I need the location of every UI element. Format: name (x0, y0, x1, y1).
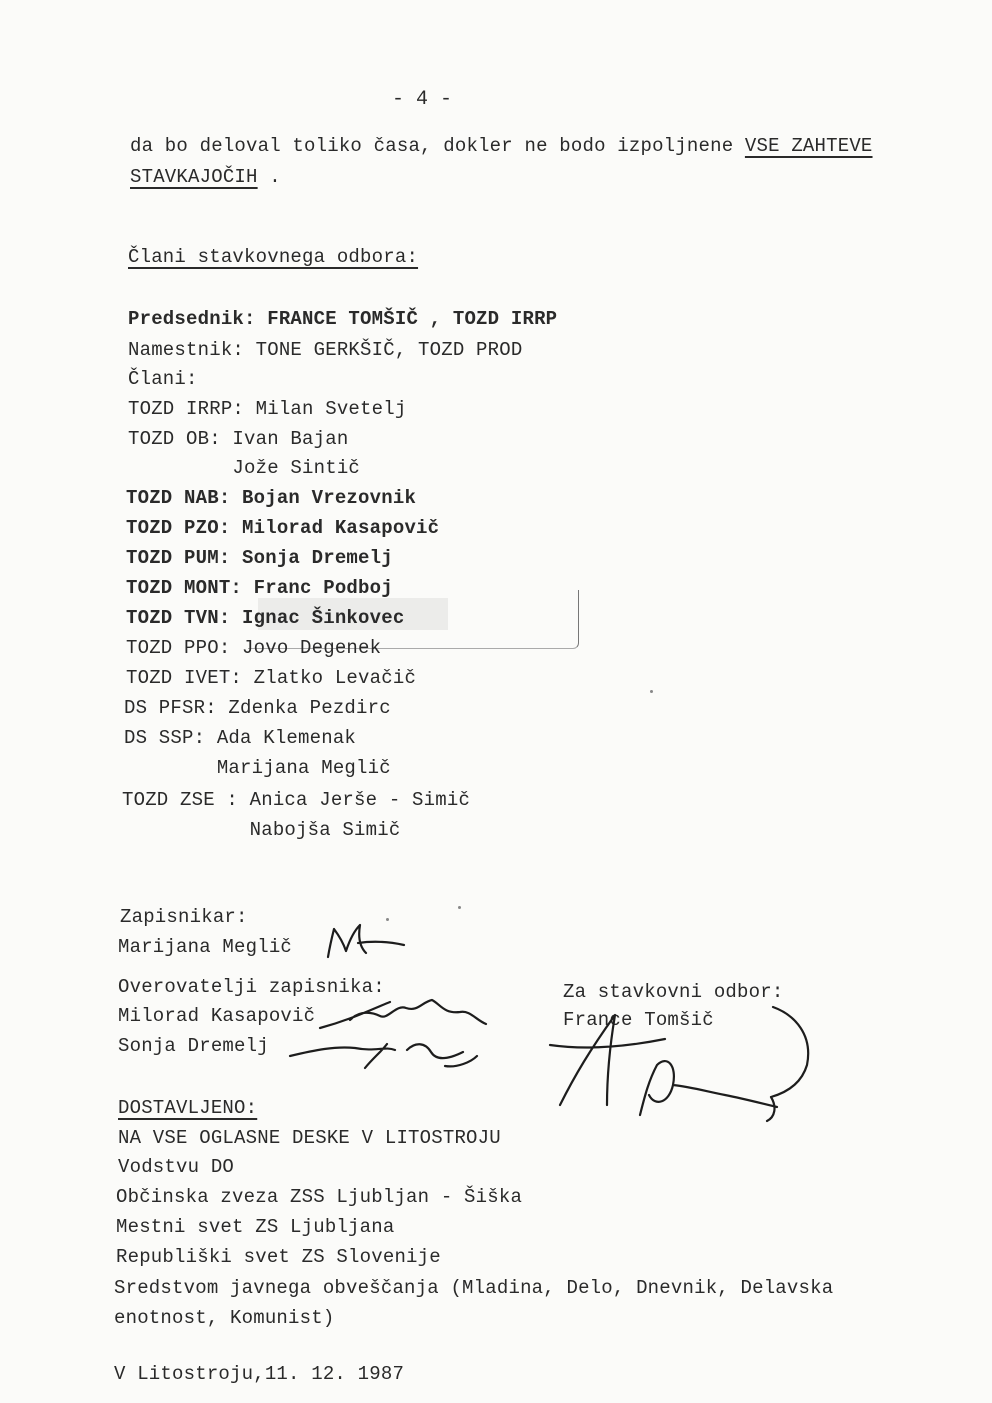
member-line: TOZD NAB: Bojan Vrezovnik (126, 487, 417, 509)
member-line: TOZD PPO: Jovo Degenek (126, 637, 382, 659)
member-line: Marijana Meglič (124, 757, 391, 779)
member-line: TOZD MONT: Franc Podboj (126, 577, 393, 599)
intro-demands-underlined: VSE ZAHTEVE (744, 135, 873, 157)
scan-speck (386, 918, 389, 921)
delivered-item: enotnost, Komunist) (114, 1307, 335, 1329)
member-line: TOZD PZO: Milorad Kasapovič (126, 517, 440, 539)
scan-speck (650, 690, 653, 693)
intro-line-1 (130, 134, 873, 158)
member-line: DS SSP: Ada Klemenak (124, 727, 357, 749)
committee-deputy: Namestnik: TONE GERKŠIČ, TOZD PROD (128, 339, 523, 361)
verifiers-label: Overovatelji zapisnika: (118, 976, 385, 998)
member-line: TOZD IVET: Zlatko Levačič (126, 667, 417, 689)
verifier-name: Sonja Dremelj (118, 1035, 269, 1057)
intro-tail: . (257, 166, 281, 188)
page-number: - 4 - (392, 88, 453, 111)
committee-president: Predsednik: FRANCE TOMŠIČ , TOZD IRRP (128, 308, 558, 330)
member-line: Nabojša Simič (122, 819, 401, 841)
intro-text: da bo deloval toliko časa, dokler ne bodo izpoljnene (130, 135, 745, 157)
member-line: DS PFSR: Zdenka Pezdirc (124, 697, 391, 719)
strike-committee-label: Za stavkovni odbor: (563, 981, 784, 1003)
strike-committee-name: France Tomšič (563, 1009, 714, 1031)
recorder-label: Zapisnikar: (120, 906, 248, 928)
member-line: Jože Sintič (128, 457, 361, 479)
verifier-signature-2 (285, 1028, 485, 1078)
committee-heading: Člani stavkovnega odbora: (128, 246, 419, 268)
delivered-item: Občinska zveza ZSS Ljubljan - Šiška (116, 1186, 523, 1208)
member-line: TOZD ZSE : Anica Jerše - Simič (122, 789, 471, 811)
member-line: TOZD OB: Ivan Bajan (128, 428, 349, 450)
committee-members-label: Člani: (128, 368, 198, 390)
member-line: TOZD TVN: Ignac Šinkovec (126, 607, 405, 629)
member-line: TOZD PUM: Sonja Dremelj (126, 547, 393, 569)
delivered-item: Vodstvu DO (118, 1156, 235, 1178)
delivered-item: NA VSE OGLASNE DESKE V LITOSTROJU (118, 1127, 501, 1149)
member-line: TOZD IRRP: Milan Svetelj (128, 398, 407, 420)
delivered-item: Republiški svet ZS Slovenije (116, 1246, 441, 1268)
strike-committee-signature (545, 995, 825, 1125)
place-and-date: V Litostroju,11. 12. 1987 (114, 1363, 405, 1385)
delivered-heading: DOSTAVLJENO: (118, 1097, 258, 1119)
recorder-name: Marijana Meglič (118, 936, 293, 958)
intro-line-2 (130, 165, 281, 189)
verifier-name: Milorad Kasapovič (118, 1005, 316, 1027)
intro-strikers-underlined: STAVKAJOČIH (130, 166, 258, 188)
scan-speck (458, 906, 461, 909)
delivered-item: Sredstvom javnega obveščanja (Mladina, Delo, Dnevnik, Delavska (114, 1277, 834, 1299)
delivered-item: Mestni svet ZS Ljubljana (116, 1216, 395, 1238)
recorder-signature (320, 915, 410, 965)
